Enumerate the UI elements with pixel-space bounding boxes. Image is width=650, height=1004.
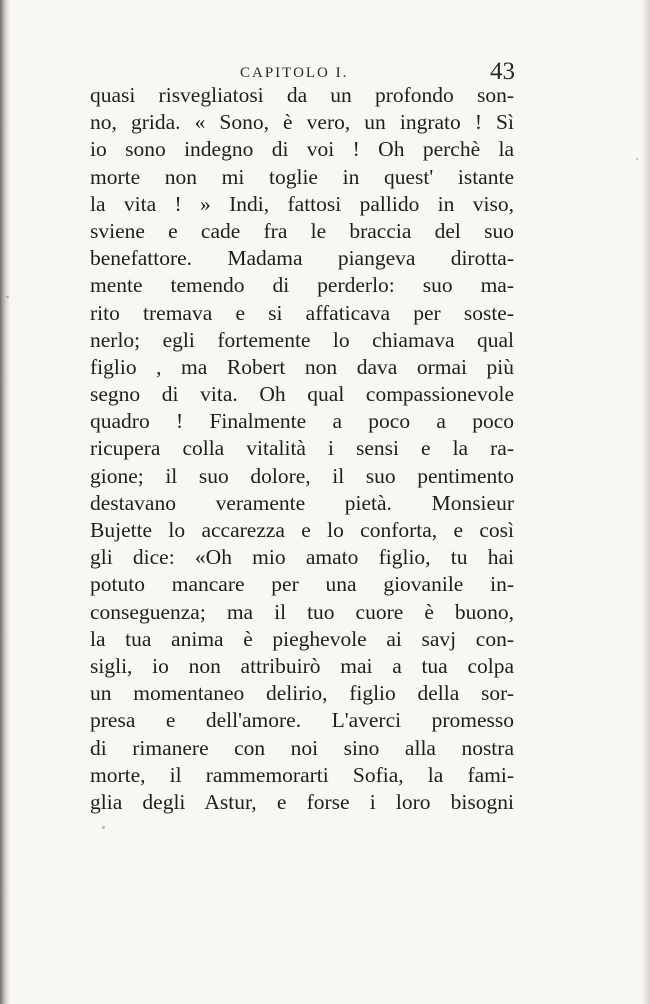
text-line: io sono indegno di voi ! Oh perchè la: [90, 137, 514, 162]
text-line: un momentaneo delirio, figlio della sor-: [90, 681, 514, 706]
text-line: benefattore. Madama piangeva dirotta-: [90, 246, 514, 271]
text-line: di rimanere con noi sino alla nostra: [90, 735, 514, 760]
text-line: potuto mancare per una giovanile in-: [90, 572, 514, 597]
text-line: rito tremava e si affaticava per soste-: [90, 300, 514, 325]
text-line: quasi risvegliatosi da un profondo son-: [90, 83, 514, 107]
text-line: gione; il suo dolore, il suo pentimento: [90, 463, 514, 488]
paper-speck: [6, 296, 9, 298]
page-number: 43: [490, 58, 515, 85]
text-line: conseguenza; ma il tuo cuore è buono,: [90, 599, 514, 624]
text-line: figlio , ma Robert non dava ormai più: [90, 354, 514, 379]
text-line: presa e dell'amore. L'averci promesso: [90, 708, 514, 733]
text-line: la tua anima è pieghevole ai savj con-: [90, 626, 514, 651]
text-line: la vita ! » Indi, fattosi pallido in viso,: [90, 191, 514, 216]
text-line: gli dice: «Oh mio amato figlio, tu hai: [90, 545, 514, 570]
paper-speck: [636, 158, 638, 160]
text-line: segno di vita. Oh qual compassionevole: [90, 382, 514, 407]
text-line: ricupera colla vitalità i sensi e la ra-: [90, 436, 514, 461]
text-line: morte, il rammemorarti Sofia, la fami-: [90, 762, 514, 787]
text-line: morte non mi toglie in quest' istante: [90, 164, 514, 189]
text-line: sviene e cade fra le braccia del suo: [90, 218, 514, 243]
text-line: mente temendo di perderlo: suo ma-: [90, 273, 514, 298]
text-line: quadro ! Finalmente a poco a poco: [90, 409, 514, 434]
page-edge-shadow: [642, 0, 650, 1004]
text-line: destavano veramente pietà. Monsieur: [90, 490, 514, 515]
running-head: CAPITOLO I.: [240, 65, 349, 81]
body-text: [90, 82, 514, 816]
text-line: nerlo; egli fortemente lo chiamava qual: [90, 327, 514, 352]
page-spine-shadow: [0, 0, 10, 1004]
text-line: sigli, io non attribuirò mai a tua colpa: [90, 653, 514, 678]
paper-speck: [102, 826, 105, 829]
text-line: Bujette lo accarezza e lo conforta, e così: [90, 518, 514, 542]
text-line: glia degli Astur, e forse i loro bisogni: [90, 789, 514, 814]
text-line: no, grida. « Sono, è vero, un ingrato ! Sì: [90, 110, 514, 135]
